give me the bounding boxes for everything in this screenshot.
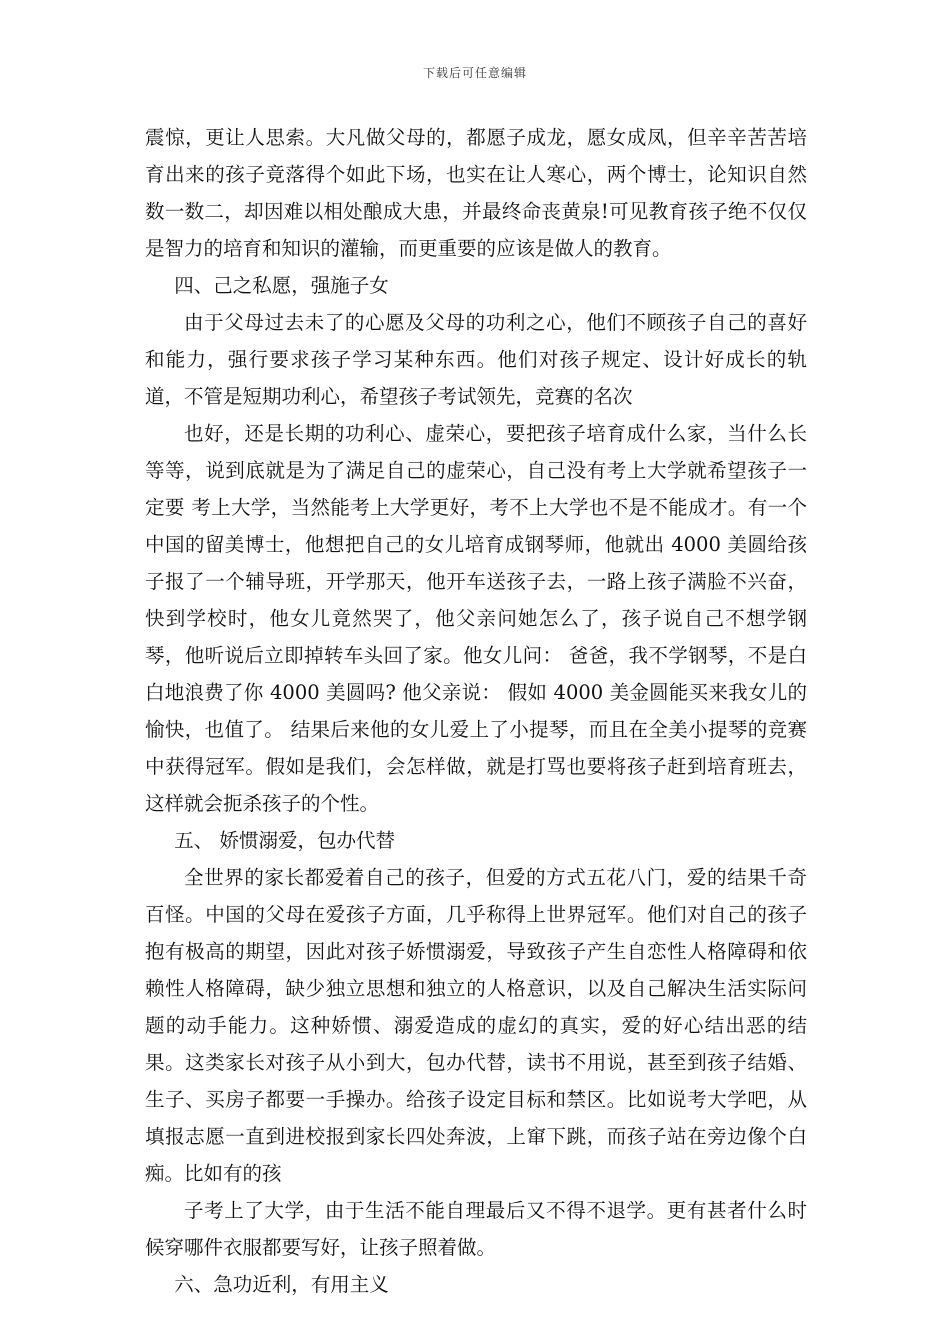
page-header: 下载后可任意编辑 (422, 66, 527, 80)
section-heading-4: 四、己之私愿，强施子女 (174, 274, 389, 297)
paragraph: 由于父母过去未了的心愿及父母的功利之心，他们不顾孩子自己的喜好和能力，强行要求孩子学习某种东西。他们对孩子规定、设计好成长的轨道，不管是短期功利心，希望孩子考试领先，竞赛的名次 (145, 311, 807, 408)
paragraph: 子考上了大学，由于生活不能自理最后又不得不退学。更有甚者什么时候穿哪件衣服都要写好，让孩子照着做。 (145, 1199, 807, 1259)
paragraph: 全世界的家长都爱着自己的孩子，但爱的方式五花八门，爱的结果千奇百怪。中国的父母在爱孩子方面，几乎称得上世界冠军。他们对自己的孩子抱有极高的期望，因此对孩子娇惯溺爱，导致孩子产生自恋性人格障碍和依赖性人格障碍，缺少独立思想和独立的人格意识，以及自己解决生活实际问题的动手能力。这种娇惯、溺爱造成的虚幻的真实，爱的好心结出恶的结果。这类家长对孩子从小到大，包办代替，读书不用说，甚至到孩子结婚、生子、买房子都要一手操办。给孩子设定目标和禁区。比如说考大学吧，从填报志愿一直到进校报到家长四处奔波，上窜下跳，而孩子站在旁边像个白痴。比如有的孩 (145, 866, 807, 1185)
paragraph-continuation: 震惊，更让人思索。大凡做父母的，都愿子成龙，愿女成凤，但辛辛苦苦培育出来的孩子竟落得个如此下场，也实在让人寒心，两个博士，论知识自然数一数二，却因难以相处酿成大患，并最终命丧黄泉!可见教育孩子绝不仅仅是智力的培育和知识的灌输，而更重要的应该是做人的教育。 (145, 126, 807, 260)
section-heading-6: 六、急功近利，有用主义 (174, 1273, 389, 1296)
document-body (145, 119, 807, 1303)
paragraph: 也好，还是长期的功利心、虚荣心，要把孩子培育成什么家，当什么长等等，说到底就是为了满足自己的虚荣心，自己没有考上大学就希望孩子一定要 考上大学，当然能考上大学更好，考不上大学也不是不能成才。有一个中国的留美博士，他想把自己的女儿培育成钢琴师，他就出 4000 美圆给孩子报了一个辅导班，开学那天，他开车送孩子去，一路上孩子满脸不兴奋，快到学校时，他女儿竟然哭了，他父亲问她怎么了，孩子说自己不想学钢琴，他听说后立即掉转车头回了家。他女儿问： 爸爸，我不学钢琴，不是白白地浪费了你 4000 美圆吗? 他父亲说： 假如 4000 美金圆能买来我女儿的愉快，也值了。 结果后来他的女儿爱上了小提琴，而且在全美小提琴的竞赛中获得冠军。假如是我们，会怎样做，就是打骂也要将孩子赶到培育班去，这样就会扼杀孩子的个性。 (145, 422, 807, 815)
section-heading-5: 五、 娇惯溺爱，包办代替 (174, 829, 395, 852)
